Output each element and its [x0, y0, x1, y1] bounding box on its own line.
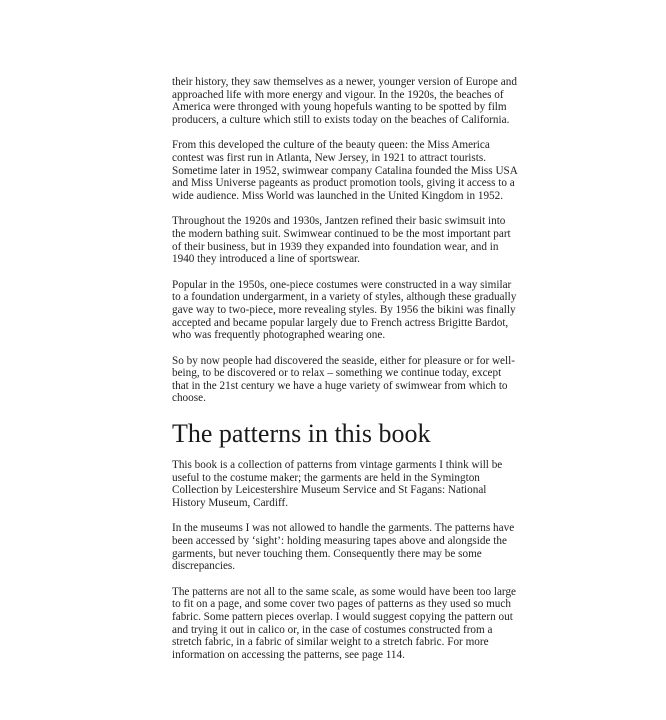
- section-paragraph: In the museums I was not allowed to handle the garments. The patterns have been accessed by ‘sight’: holding measuring tapes above and alongside the garments, but never touching them. Consequently there may be some discrepancies.: [172, 522, 515, 573]
- body-paragraph: Throughout the 1920s and 1930s, Jantzen refined their basic swimsuit into the modern bathing suit. Swimwear continued to be the most important part of their business, but in 1939 they expanded into foundation wear, and in 1940 they introduced a line of sportswear.: [172, 215, 511, 266]
- body-paragraph: their history, they saw themselves as a newer, younger version of Europe and approached life with more energy and vigour. In the 1920s, the beaches of America were thronged with young hopefuls wanting to be spotted by film producers, a culture which still to exists today on the beaches of California.: [172, 76, 517, 126]
- page-text-column: [172, 76, 520, 674]
- section-heading: The patterns in this book: [172, 419, 431, 449]
- body-paragraph: Popular in the 1950s, one-piece costumes were constructed in a way similar to a foundation undergarment, in a variety of styles, although these gradually gave way to two-piece, more revealing styles. By 1956 the bikini was finally accepted and became popular largely due to French actress Brigitte Bardot, who was frequently photographed wearing one.: [172, 278, 517, 342]
- section-paragraph: The patterns are not all to the same scale, as some would have been too large to fit on a page, and some cover two pages of patterns as they used so much fabric. Some pattern pieces overlap. I would suggest copying the pattern out and trying it out in calico or, in the case of costumes constructed from a stretch fabric, in a fabric of similar weight to a stretch fabric. For more information on accessing the patterns, see page 114.: [172, 585, 516, 661]
- body-paragraph: So by now people had discovered the seaside, either for pleasure or for well-being, to be discovered or to relax – something we continue today, except that in the 21st century we have a huge variety of swimwear from which to choose.: [172, 354, 515, 405]
- body-paragraph: From this developed the culture of the beauty queen: the Miss America contest was first run in Atlanta, New Jersey, in 1921 to attract tourists. Sometime later in 1952, swimwear company Catalina founded the Miss USA and Miss Universe pageants as product promotion tools, giving it access to a wide audience. Miss World was launched in the United Kingdom in 1952.: [172, 139, 518, 202]
- section-paragraph: This book is a collection of patterns from vintage garments I think will be useful to the costume maker; the garments are held in the Symington Collection by Leicestershire Museum Service and St Fagans: National History Museum, Cardiff.: [172, 459, 503, 509]
